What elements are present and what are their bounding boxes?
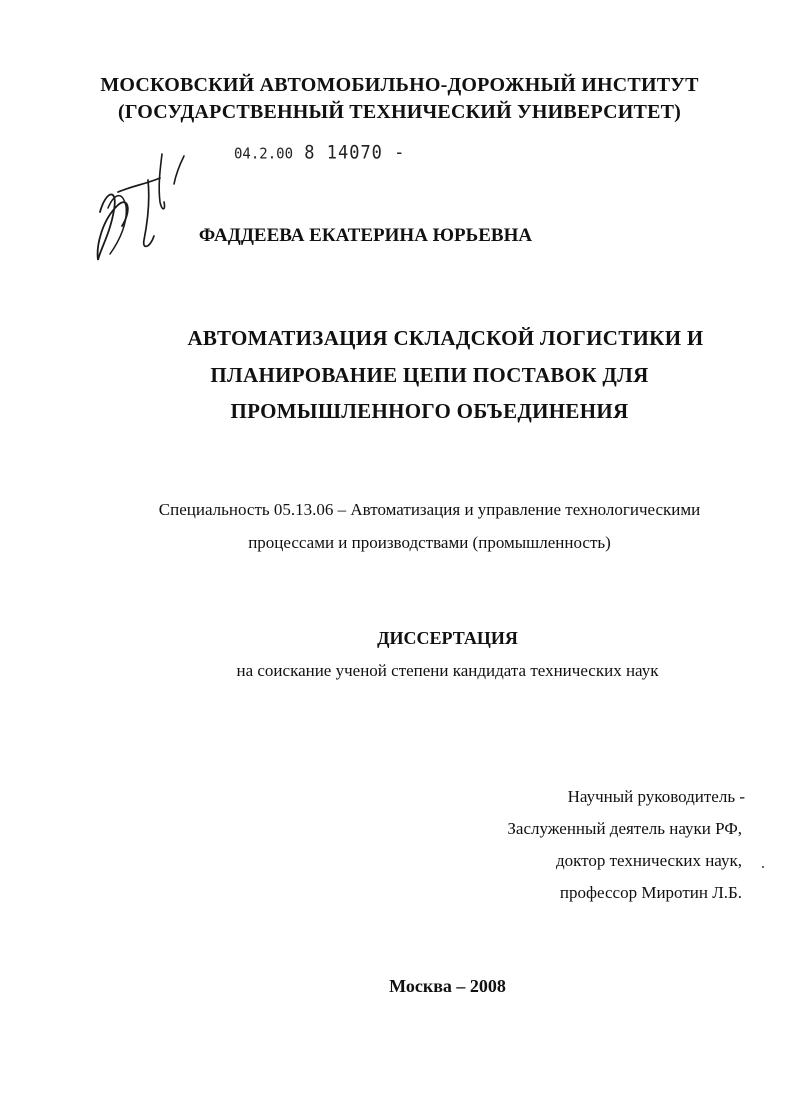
supervisor-name: профессор Миротин Л.Б.: [559, 883, 742, 902]
scan-speck: [762, 866, 764, 868]
document-type-heading: ДИССЕРТАЦИЯ: [377, 628, 518, 648]
stamp-date: 04.2.00: [234, 145, 294, 163]
handwritten-signature: [88, 150, 198, 265]
dissertation-title-line-1: АВТОМАТИЗАЦИЯ СКЛАДСКОЙ ЛОГИСТИКИ И: [187, 326, 704, 350]
dissertation-title-line-2: ПЛАНИРОВАНИЕ ЦЕПИ ПОСТАВОК ДЛЯ: [210, 363, 649, 387]
supervisor-label: Научный руководитель -: [567, 787, 745, 806]
stamp-number: 8 14070 -: [304, 142, 406, 164]
specialty-line-2: процессами и производствами (промышленность): [248, 533, 611, 552]
degree-subtitle: на соискание ученой степени кандидата технических наук: [236, 661, 659, 680]
dissertation-title-line-3: ПРОМЫШЛЕННОГО ОБЪЕДИНЕНИЯ: [230, 399, 629, 423]
specialty-line-1: Специальность 05.13.06 – Автоматизация и управление технологическими: [158, 500, 701, 519]
city-year: Москва – 2008: [389, 976, 506, 996]
registration-stamp: [234, 142, 405, 164]
supervisor-honor: Заслуженный деятель науки РФ,: [507, 819, 742, 838]
institute-status: (ГОСУДАРСТВЕННЫЙ ТЕХНИЧЕСКИЙ УНИВЕРСИТЕТ): [117, 101, 682, 123]
supervisor-degree: доктор технических наук,: [555, 851, 742, 870]
institute-name: МОСКОВСКИЙ АВТОМОБИЛЬНО-ДОРОЖНЫЙ ИНСТИТУТ: [100, 74, 699, 96]
author-name: ФАДДЕЕВА ЕКАТЕРИНА ЮРЬЕВНА: [198, 225, 533, 246]
